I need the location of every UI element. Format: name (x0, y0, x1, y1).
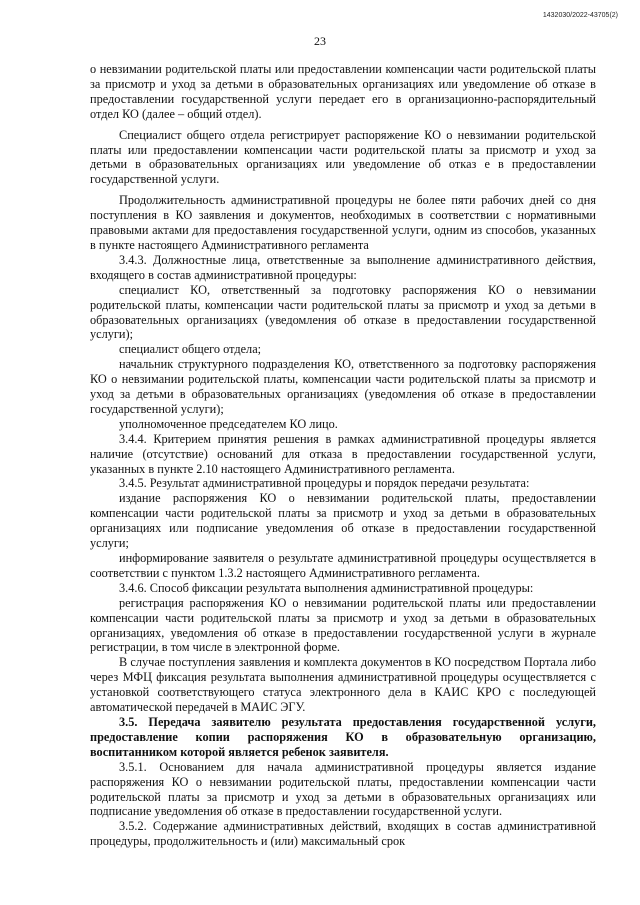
paragraph: 3.4.6. Способ фиксации результата выполнения административной процедуры: (119, 580, 534, 595)
paragraph: начальник структурного подразделения КО, ответственного за подготовку распоряжения КО о невзимании родительской платы, компенсации части родительской платы за присмотр и уход за детьми в образовательных организациях (уведомления об отказе в предоставлении государственной услуги); (90, 357, 596, 416)
paragraph: издание распоряжения КО о невзимании родительской платы, предоставлении компенсации части родительской платы за присмотр и уход за детьми в образовательных организациях или подписание уведомления об отказе в предоставлении государственной услуги; (90, 491, 596, 551)
paragraph: о невзимании родительской платы или предоставлении компенсации части родительской платы за присмотр и уход за детьми в образовательных организациях или уведомление об отказе в предоставлении государственной услуги передает его в организационно-распорядительный отдел КО (далее – общий отдел). (90, 62, 596, 121)
paragraph: информирование заявителя о результате административной процедуры осуществляется в соответствии с пунктом 1.3.2 настоящего Административного регламента. (90, 551, 596, 580)
paragraph: В случае поступления заявления и комплекта документов в КО посредством Портала либо через МФЦ фиксация результата выполнения административной процедуры осуществляется с установкой соответствующего статуса электронного дела в КАИС КРО с последующей автоматической передачей в МАИС ЭГУ. (90, 655, 596, 715)
document-id: 1432030/2022-43705(2) (542, 12, 618, 19)
paragraph: 3.5.2. Содержание административных действий, входящих в состав административной процедуры, продолжительность и (или) максимальный срок (90, 819, 596, 849)
paragraph: специалист общего отдела; (119, 342, 262, 357)
paragraph: Специалист общего отдела регистрирует распоряжение КО о невзимании родительской платы или предоставлении компенсации части родительской платы за присмотр и уход за детьми в образовательных организациях или уведомление об отказ е в предоставлении государственной услуги. (90, 127, 596, 187)
paragraph: 3.4.5. Результат административной процедуры и порядок передачи результата: (119, 476, 530, 491)
paragraph: 3.4.4. Критерием принятия решения в рамках административной процедуры является наличие (отсутствие) оснований для отказа в предоставлении государственной услуги, указанных в пункте 2.10 настоящего Административного регламента. (90, 431, 596, 476)
paragraph: специалист КО, ответственный за подготовку распоряжения КО о невзимании родительской платы, компенсации части родительской платы за присмотр и уход за детьми в образовательных организациях (уведомления об отказе в предоставлении государственной услуги); (90, 282, 596, 342)
paragraph: уполномоченное председателем КО лицо. (119, 416, 338, 431)
document-body (90, 62, 596, 849)
paragraph: 3.4.3. Должностные лица, ответственные за выполнение административного действия, входящего в состав административной процедуры: (90, 252, 596, 282)
paragraph: регистрация распоряжения КО о невзимании родительской платы или предоставлении компенсации части родительской платы за присмотр и уход за детьми в образовательных организациях, уведомления об отказе в предоставлении государственной услуги в журнале регистрации, в том числе в электронной форме. (90, 595, 596, 655)
paragraph: 3.5.1. Основанием для начала административной процедуры является издание распоряжения КО о невзимании родительской платы, предоставлении компенсации части родительской платы за присмотр и уход за детьми в образовательных организациях или подписание уведомления об отказе в предоставлении государственной услуги. (90, 759, 596, 819)
page-number: 23 (314, 34, 326, 48)
paragraph: Продолжительность административной процедуры не более пяти рабочих дней со дня поступления в КО заявления и документов, необходимых в соответствии с нормативными правовыми актами для предоставления государственной услуги, одним из способов, указанных в пункте настоящего Административного регламента (90, 193, 596, 252)
section-heading: 3.5. Передача заявителю результата предоставления государственной услуги, предоставление копии распоряжения КО в образовательную организацию, воспитанником которой является ребенок заявителя. (90, 714, 596, 759)
